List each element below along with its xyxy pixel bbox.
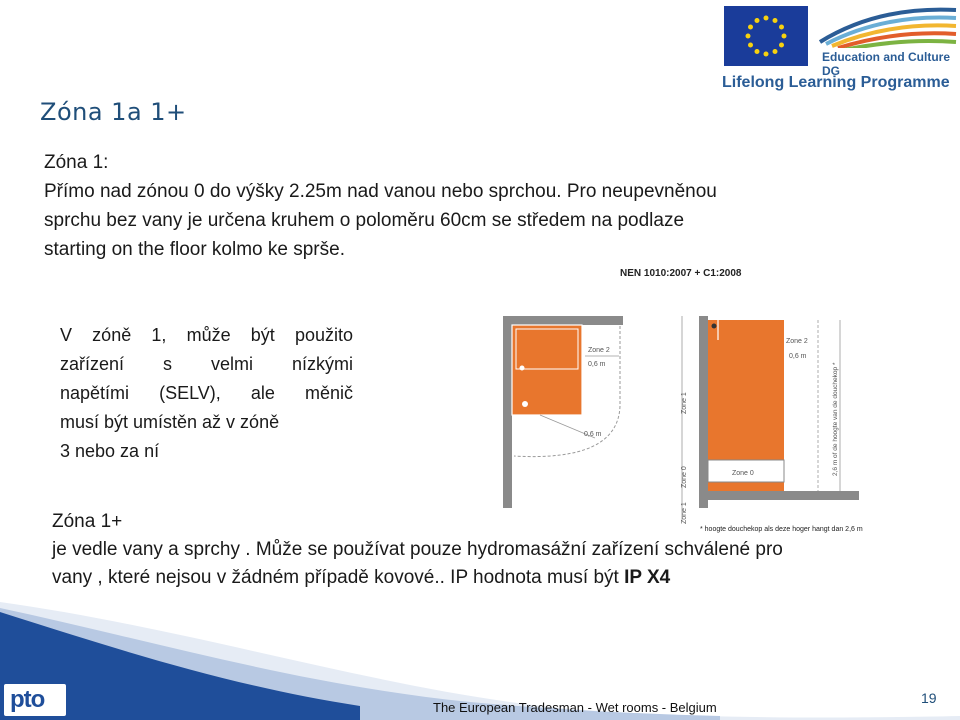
page-number: 19 — [921, 690, 937, 706]
plan-zone2-label: Zone 2 — [588, 347, 610, 354]
zone1plus-line-2 — [52, 563, 670, 592]
lifelong-learning-logo — [818, 4, 958, 48]
zone1plus-heading: Zóna 1+ — [52, 511, 123, 532]
drain-icon — [522, 401, 528, 407]
elev-zone0-side-label: Zone 0 — [681, 466, 688, 488]
showerhead-icon — [712, 324, 717, 329]
zone1plus-line-2-text: vany , které nejsou v žádném případě kovové.. IP hodnota musí být — [52, 567, 625, 588]
zone1-line-5: 3 nebo za ní — [60, 441, 160, 461]
plan-wall-top — [503, 316, 623, 325]
elev-zone1-bottom-label: Zone 1 — [681, 502, 688, 524]
elevation-view — [681, 316, 859, 524]
zone1-line-4: musí být umístěn až v zóně — [60, 412, 280, 432]
intro-line-3: sprchu bez vany je určena kruhem o poloměru 60cm se středem na podlaze — [44, 210, 685, 231]
pto-logo — [4, 684, 66, 716]
plan-dim-label: 0,6 m — [588, 361, 606, 368]
standard-label: NEN 1010:2007 + C1:2008 — [620, 268, 742, 279]
eu-org-label: Education and Culture DG — [822, 50, 951, 78]
elev-wall — [699, 316, 708, 508]
ip-rating: IP X4 — [624, 567, 671, 588]
plan-dim-label-2: 0,6 m — [584, 431, 602, 438]
footer-text: The European Tradesman - Wet rooms - Belgium — [433, 700, 717, 715]
plan-wall-left — [503, 316, 512, 508]
zone1plus-line-1: je vedle vany a sprchy . Může se používat pouze hydromasážní zařízení schválené pro — [52, 539, 783, 560]
elev-dim-label: 0,6 m — [789, 353, 807, 360]
tap-icon — [520, 366, 525, 371]
pto-logo-text: pto — [10, 686, 45, 713]
elev-height-label: 2,6 m of de hoogte van de douchekop * — [832, 362, 839, 476]
intro-line-4: starting on the floor kolmo ke sprše. — [44, 239, 345, 260]
eu-stars-icon — [724, 6, 808, 66]
intro-line-2: Přímo nad zónou 0 do výšky 2.25m nad vanou nebo sprchou. Pro neupevněnou — [44, 181, 717, 202]
eu-flag-logo — [724, 6, 808, 66]
zone1-line-1: V zóně 1, může být použito — [60, 325, 353, 345]
diagram-footnote: * hoogte douchekop als deze hoger hangt dan 2,6 m — [700, 526, 863, 533]
plan-view — [503, 316, 623, 508]
intro-line-1: Zóna 1: — [44, 152, 109, 173]
zone-diagram — [500, 286, 860, 526]
slide-title: Zóna 1a 1+ — [40, 98, 187, 126]
programme-label: Lifelong Learning Programme — [722, 74, 950, 91]
zone1-line-2: zařízení s velmi nízkými — [60, 354, 353, 374]
elev-zone0-label: Zone 0 — [732, 470, 754, 477]
elev-zone2-label: Zone 2 — [786, 338, 808, 345]
elev-zone1-label: Zone 1 — [681, 392, 688, 414]
elev-floor — [699, 491, 859, 500]
zone1-line-3: napětími (SELV), ale měnič — [60, 383, 353, 403]
